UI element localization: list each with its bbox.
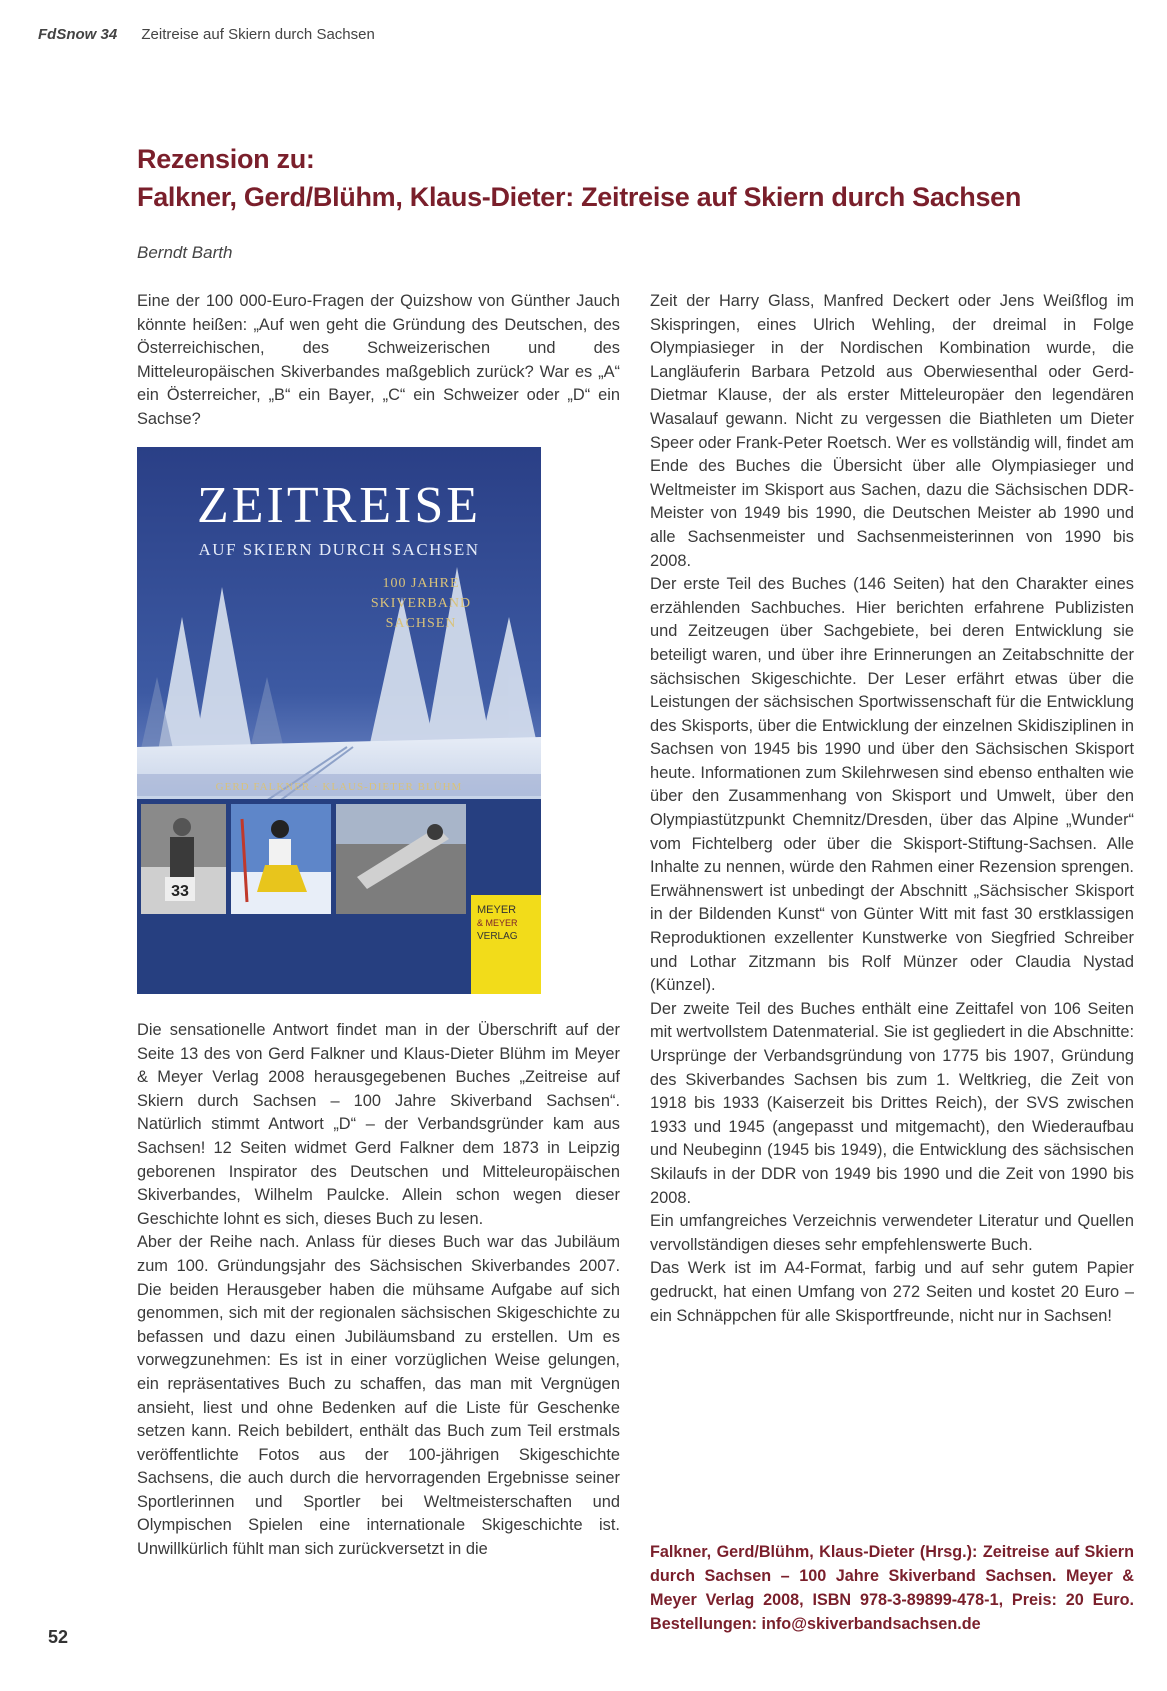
paragraph: Zeit der Harry Glass, Manfred Deckert oder Jens Weißflog im Skispringen, eines Ulrich Wehling, der dreimal in Folge Olympiasieger in der Nordischen Kombination wurde, die Langläuferin Barbara Petzold aus Oberwiesenthal oder Gerd-Dietmar Klause, der als erster Mitteleuropäer den legendären Wasalauf gewann. Nicht zu vergessen die Biathleten um Dieter Speer oder Frank-Peter Roetsch. Wer es vollständig will, findet am Ende des Buches die Übersicht über alle Olympiasieger und Weltmeister im Skisport aus Sachen, dazu die Sächsischen DDR-Meister von 1949 bis 1990, die Deutschen Meister ab 1990 und alle Sachsenmeister und Sachsenmeisterinnen von 1990 bis 2008. xyxy=(650,292,1134,570)
magazine-name: FdSnow 34 xyxy=(38,26,118,43)
bibliographic-reference: Falkner, Gerd/Blühm, Klaus-Dieter (Hrsg.): Zeitreise auf Skiern durch Sachsen – 100 Jahre Skiverband Sachsen. Meyer & Meyer Verlag 2008, ISBN 978-3-89899-478-1, Preis: 20 Euro. Bestellungen: info@skiverbandsachsen.de xyxy=(650,1543,1134,1633)
section-name: Zeitreise auf Skiern durch Sachsen xyxy=(141,26,375,43)
cover-photo-slalom xyxy=(231,804,331,914)
left-column-top xyxy=(137,290,620,432)
title-line-1: Rezension zu: xyxy=(137,144,315,174)
publisher-line-3: VERLAG xyxy=(477,931,518,942)
intro-paragraph: Eine der 100 000-Euro-Fragen der Quizshow von Günther Jauch könnte heißen: „Auf wen geht die Gründung des Deutschen, des Österreichischen, des Schweizerischen und des Mitteleuropäischen Skiverbandes maßgeblich zurück? War es „A“ ein Österreicher, „B“ ein Bayer, „C“ ein Schweizer oder „D“ ein Sachse? xyxy=(137,292,620,428)
left-column-bottom xyxy=(137,1019,620,1562)
paragraph: Die sensationelle Antwort findet man in der Überschrift auf der Seite 13 des von Gerd Falkner und Klaus-Dieter Blühm im Meyer & Meyer Verlag 2008 herausgegebenen Buches „Zeitreise auf Skiern durch Sachsen – 100 Jahre Skiverband Sachsen“. Natürlich stimmt Antwort „D“ – der Verbandsgründer kam aus Sachsen! 12 Seiten widmet Gerd Falkner dem 1873 in Leipzig geborenen Inspirator des Deutschen und Mitteleuropäischen Skiverbandes, Wilhelm Paulcke. Allein schon wegen dieser Geschichte lohnt es sich, dieses Buch zu lesen. xyxy=(137,1021,620,1228)
cover-photo-cross-country xyxy=(141,804,226,914)
author-byline: Berndt Barth xyxy=(137,243,233,262)
paragraph: Aber der Reihe nach. Anlass für dieses Buch war das Jubiläum zum 100. Gründungsjahr des Sächsischen Skiverbandes 2007. Die beiden Herausgeber haben die mühsame Aufgabe auf sich genommen, sich mit der regionalen sächsischen Skigeschichte zu befassen und dazu einen Jubiläumsband zu erstellen. Um es vorwegzunehmen: Es ist in einer vorzüglichen Weise gelungen, ein repräsentatives Buch zu schaffen, das man mit Vergnügen ansieht, liest und ohne Bedenken auf die Liste für Geschenke setzen kann. Reich bebildert, enthält das Buch zum Teil erstmals veröffentlichte Fotos aus der 100-jährigen Skigeschichte Sachsens, die auch durch die hervorragenden Ergebnisse seiner Sportlerinnen und Sportler bei Weltmeisterschaften und Olympischen Spielen eine internationale Skigeschichte ist. Unwillkürlich fühlt man sich zurückversetzt in die xyxy=(137,1233,620,1559)
title-line-2: Falkner, Gerd/Blühm, Klaus-Dieter: Zeitreise auf Skiern durch Sachsen xyxy=(137,182,1022,212)
cover-anniversary-2: SKIVERBAND xyxy=(370,596,472,611)
cover-subtitle: AUF SKIERN DURCH SACHSEN xyxy=(198,540,480,559)
book-cover-artwork xyxy=(137,447,541,994)
cover-anniversary-3: SACHSEN xyxy=(385,616,457,631)
cover-bib-number: 33 xyxy=(171,883,189,900)
paragraph: Das Werk ist im A4-Format, farbig und auf sehr gutem Papier gedruckt, hat einen Umfang von 272 Seiten und kostet 20 Euro – ein Schnäppchen für alle Skisportfreunde, nicht nur in Sachsen! xyxy=(650,1259,1134,1325)
cover-title: ZEITREISE xyxy=(196,477,482,534)
paragraph: Der erste Teil des Buches (146 Seiten) hat den Charakter eines erzählenden Sachbuches. Hier berichten erfahrene Publizisten und Zeitzeugen über Sachgebiete, bei deren Entwicklung sie beteiligt waren, und über ihre Erinnerungen an Zeitabschnitte der sächsischen Skigeschichte. Der Leser erfährt etwas über die Leistungen der sächsischen Sportwissenschaft für die Entwicklung des Skisports, über die Entwicklung der einzelnen Skidisziplinen in Sachsen von 1945 bis 1990 und über den Sächsischen Skisport heute. Informationen zum Skilehrwesen sind ebenso enthalten wie über den Zusammenhang von Skisport und Umwelt, über den Olympiastützpunkt Chemnitz/Dresden, über das Alpine „Wunder“ vom Fichtelberg oder über die Skisport-Stiftung-Sachsen. Alle Inhalte zu nennen, würde den Rahmen einer Rezension sprengen. Erwähnenswert ist unbedingt der Abschnitt „Sächsischer Skisport in der Bildenden Kunst“ von Günter Witt mit fast 30 erstklassigen Reproduktionen exzellenter Kunstwerke von Siegfried Schreiber und Lothar Zitzmann bis Rolf Münzer oder Claudia Nystad (Künzel). xyxy=(650,575,1134,995)
publisher-line-1: MEYER xyxy=(477,904,517,916)
paragraph: Der zweite Teil des Buches enthält eine Zeittafel von 106 Seiten mit wertvollstem Datenmaterial. Sie ist gegliedert in die Abschnitte: Ursprünge der Verbandsgründung von 1775 bis 1907, Gründung des Skiverbandes Sachsen bis zum 1. Weltkrieg, die Zeit von 1918 bis 1933 (Kaiserzeit bis Drittes Reich), der SVS zwischen 1933 und 1945 (angepasst und mitgemacht), den Wiederaufbau und Neubeginn (1945 bis 1949), die Entwicklung des sächsischen Skilaufs in der DDR von 1949 bis 1990 und die Zeit von 1990 bis 2008. xyxy=(650,999,1134,1207)
book-cover xyxy=(137,447,541,994)
cover-anniversary-1: 100 JAHRE xyxy=(382,576,460,591)
cover-publisher-logo xyxy=(471,895,541,994)
publisher-line-2: & MEYER xyxy=(477,918,518,928)
paragraph: Ein umfangreiches Verzeichnis verwendeter Literatur und Quellen vervollständigen dieses sehr empfehlenswerte Buch. xyxy=(650,1212,1134,1254)
page-number: 52 xyxy=(48,1627,69,1647)
cover-authors: GERD FALKNER · KLAUS-DIETER BLÜHM xyxy=(215,781,463,793)
right-column xyxy=(650,290,1134,1328)
running-header xyxy=(38,26,375,43)
article-title xyxy=(137,140,1127,216)
cover-photo-ski-jump xyxy=(336,804,466,914)
